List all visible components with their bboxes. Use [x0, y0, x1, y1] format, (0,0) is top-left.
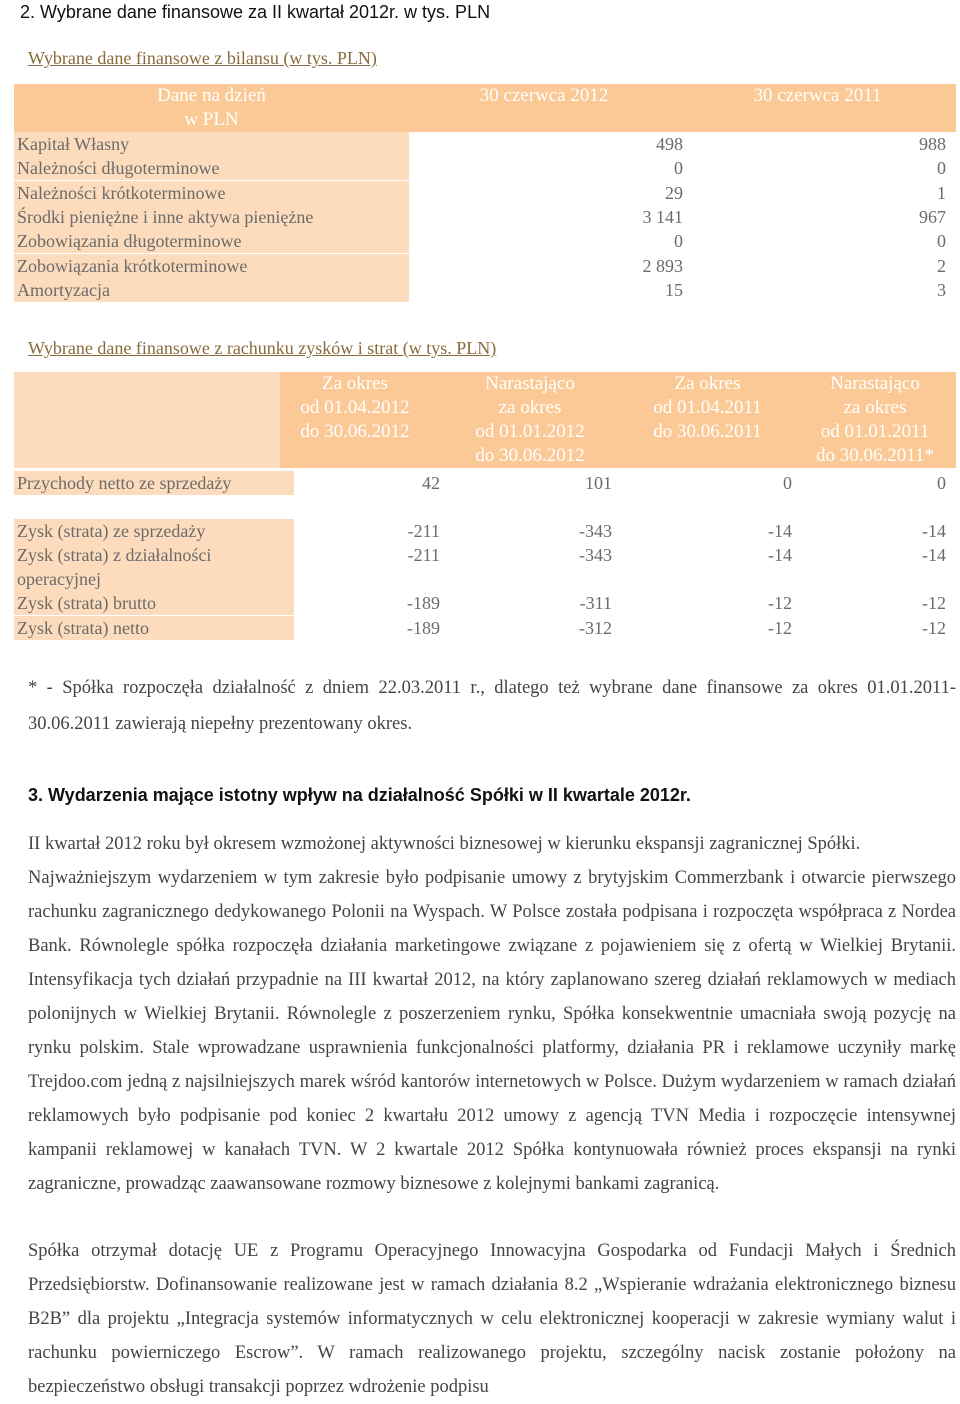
balance-value-2011: 0 — [937, 231, 946, 252]
header-line: od 01.04.2012 — [300, 397, 410, 418]
pnl-row-label: Zysk (strata) brutto — [14, 591, 294, 615]
paragraph-3: Spółka otrzymał dotację UE z Programu Operacyjnego Innowacyjna Gospodarka od Fundacji Małych i Średnich Przedsiębiorstw. Dofinansowanie realizowane jest w ramach działania 8.2 „Wspieranie wdrażania elektronicznego biznesu B2B” dla projektu „Integracja systemów informatycznych w celu elektronicznej kooperacji w zakresie wymiany walut i rachunku powierniczego Escrow”. W ramach realizowanego projektu, szczególny nacisk zostanie położony na bezpieczeństwo obsługi transakcji poprzez wdrożenie podpisu — [28, 1241, 956, 1397]
pnl-header-col1 — [280, 372, 430, 444]
pnl-table-title: Wybrane dane finansowe z rachunku zysków i strat (w tys. PLN) — [28, 338, 497, 358]
pnl-value-ytd-2011: 0 — [937, 473, 946, 493]
balance-row — [14, 156, 956, 180]
header-line: Za okres — [674, 373, 741, 394]
balance-header-row — [14, 84, 956, 132]
pnl-header-row — [280, 372, 956, 468]
balance-row — [14, 254, 956, 278]
balance-value-2012: 0 — [674, 158, 683, 179]
pnl-value-q2-2011: -12 — [768, 593, 792, 613]
pnl-value-q2-2012: 42 — [422, 473, 440, 493]
pnl-header-blank — [14, 372, 280, 468]
header-line: do 30.06.2012 — [475, 445, 585, 466]
balance-row-label: Należności krótkoterminowe — [14, 181, 409, 205]
balance-value-2012: 0 — [674, 231, 683, 252]
balance-row-label: Zobowiązania długoterminowe — [14, 229, 409, 253]
header-line: Narastająco — [485, 373, 575, 394]
pnl-value-ytd-2012: -343 — [579, 521, 612, 541]
pnl-row — [14, 543, 956, 591]
balance-value-2011: 2 — [937, 255, 946, 276]
header-line: do 30.06.2011 — [653, 421, 762, 442]
balance-value-2012: 3 141 — [642, 206, 683, 227]
header-line: do 30.06.2011* — [815, 445, 935, 466]
paragraph-1: II kwartał 2012 roku był okresem wzmożonej aktywności biznesowej w kierunku ekspansji zagranicznej Spółki. — [28, 834, 861, 854]
pnl-value-ytd-2011: -14 — [922, 521, 946, 541]
pnl-row-label-line2: operacyjnej — [17, 569, 101, 589]
pnl-value-q2-2011: -14 — [768, 545, 792, 565]
balance-row-label: Zobowiązania krótkoterminowe — [14, 254, 409, 278]
balance-row-label: Kapitał Własny — [14, 132, 409, 156]
pnl-row-label: Przychody netto ze sprzedaży — [14, 471, 294, 495]
pnl-header-col2 — [450, 372, 610, 468]
header-dane-na-dzien: Dane na dzień — [157, 85, 266, 106]
header-line: za okres — [498, 397, 562, 418]
pnl-row-label — [14, 543, 294, 591]
header-line: od 01.04.2011 — [653, 397, 762, 418]
pnl-value-q2-2012: -211 — [407, 521, 440, 541]
pnl-header-col4 — [795, 372, 955, 468]
pnl-value-ytd-2011: -12 — [922, 618, 946, 638]
pnl-row — [14, 616, 956, 640]
balance-value-2011: 967 — [919, 206, 946, 227]
balance-value-2012: 498 — [656, 134, 683, 154]
pnl-value-q2-2011: 0 — [783, 473, 792, 493]
pnl-value-ytd-2011: -12 — [922, 593, 946, 613]
pnl-row-label: Zysk (strata) netto — [14, 616, 294, 640]
balance-value-2011: 0 — [937, 158, 946, 179]
pnl-value-q2-2012: -189 — [407, 618, 440, 638]
balance-value-2012: 29 — [665, 182, 683, 203]
balance-row — [14, 132, 956, 156]
pnl-row-label: Zysk (strata) ze sprzedaży — [14, 519, 294, 543]
footnote: * - Spółka rozpoczęła działalność z dniem 22.03.2011 r., dlatego też wybrane dane finansowe za okres 01.01.2011-30.06.2011 zawierają niepełny prezentowany okres. — [28, 678, 956, 734]
pnl-row — [14, 591, 956, 615]
pnl-value-q2-2011: -12 — [768, 618, 792, 638]
pnl-value-ytd-2012: -343 — [579, 545, 612, 565]
header-line: Narastająco — [830, 373, 920, 394]
header-2012: 30 czerwca 2012 — [479, 85, 609, 106]
balance-value-2012: 2 893 — [642, 255, 683, 276]
section-heading-3: 3. Wydarzenia mające istotny wpływ na działalność Spółki w II kwartale 2012r. — [28, 785, 691, 805]
balance-value-2011: 988 — [919, 134, 946, 154]
header-line: za okres — [843, 397, 907, 418]
pnl-header-col3 — [625, 372, 790, 444]
paragraph-2: Najważniejszym wydarzeniem w tym zakresie było podpisanie umowy z brytyjskim Commerzbank i otwarcie pierwszego rachunku zagranicznego dedykowanego Polonii na Wyspach. W Polsce została podpisana i rozpoczęta współpraca z Nordea Bank. Równolegle spółka rozpoczęła działania marketingowe związane z pojawieniem się z ofertą w Wielkiej Brytanii. Intensyfikacja tych działań przypadnie na III kwartał 2012, na który zaplanowano szereg działań reklamowych w mediach polonijnych w Wielkiej Brytanii. Równolegle z poszerzeniem rynku, Spółka konsekwentnie umacniała swoją pozycję na rynku polskim. Stale wprowadzane usprawnienia funkcjonalności platformy, działania PR i reklamowe uczyniły markę Trejdoo.com jedną z najsilniejszych marek wśród kantorów internetowych w Polsce. Dużym wydarzeniem w ramach działań reklamowych było podpisanie pod koniec 2 kwartału 2012 umowy z agencją TVN Media i rozpoczęcie intensywnej kampanii reklamowej w kanałach TVN. W 2 kwartale 2012 Spółka kontynuowała również proces ekspansji na rynki zagraniczne, prowadząc zaawansowane rozmowy biznesowe z kolejnymi bankami zagranicą. — [28, 868, 956, 1194]
balance-row-label: Należności długoterminowe — [14, 156, 409, 180]
balance-value-2011: 1 — [937, 182, 946, 203]
pnl-value-q2-2011: -14 — [768, 521, 792, 541]
pnl-value-ytd-2011: -14 — [922, 545, 946, 565]
pnl-value-q2-2012: -189 — [407, 593, 440, 613]
header-w-pln: w PLN — [184, 109, 239, 130]
balance-row — [14, 181, 956, 205]
balance-row — [14, 229, 956, 253]
section-heading-2: 2. Wybrane dane finansowe za II kwartał 2012r. w tys. PLN — [20, 2, 491, 22]
balance-value-2011: 3 — [937, 279, 946, 300]
pnl-row — [14, 519, 956, 543]
header-2011: 30 czerwca 2011 — [753, 85, 882, 106]
header-line: od 01.01.2012 — [475, 421, 585, 442]
balance-row-label: Środki pieniężne i inne aktywa pieniężne — [14, 205, 409, 229]
pnl-value-ytd-2012: -311 — [579, 593, 612, 613]
pnl-value-ytd-2012: -312 — [579, 618, 612, 638]
pnl-value-q2-2012: -211 — [407, 545, 440, 565]
balance-table-title: Wybrane dane finansowe z bilansu (w tys. PLN) — [28, 48, 377, 68]
balance-header-label — [14, 84, 409, 132]
balance-row — [14, 205, 956, 229]
balance-row — [14, 278, 956, 302]
header-line: od 01.01.2011 — [820, 421, 930, 442]
header-line: Za okres — [322, 373, 388, 394]
pnl-row-label-line1: Zysk (strata) z działalności — [17, 545, 212, 565]
header-line: do 30.06.2012 — [300, 421, 410, 442]
pnl-row — [14, 471, 956, 495]
balance-value-2012: 15 — [665, 279, 683, 300]
pnl-value-ytd-2012: 101 — [585, 473, 612, 493]
balance-row-label: Amortyzacja — [14, 278, 409, 302]
